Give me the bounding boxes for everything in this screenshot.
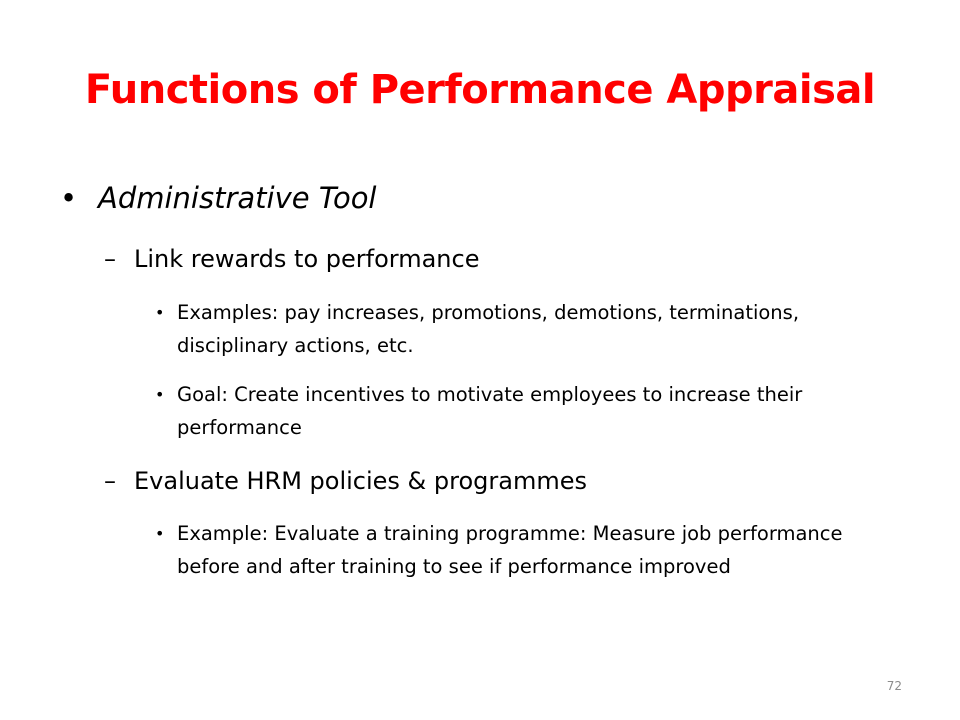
bullet-marker: • — [60, 181, 78, 215]
slide-title: Functions of Performance Appraisal — [84, 67, 876, 113]
detail-example-training — [155, 517, 895, 583]
dash-marker: – — [104, 467, 116, 495]
subbullet-text: Link rewards to performance — [134, 245, 480, 273]
detail-text: Example: Evaluate a training programme: Measure job performance before and after training to see if performance improved — [177, 522, 843, 578]
detail-text: Examples: pay increases, promotions, demotions, terminations, disciplinary actions, etc. — [177, 301, 800, 357]
detail-text: Goal: Create incentives to motivate employees to increase their performance — [177, 383, 803, 439]
detail-goal — [155, 378, 895, 444]
bullet-marker: • — [155, 303, 165, 322]
dash-marker: – — [104, 245, 116, 273]
bullet-marker: • — [155, 524, 165, 543]
detail-examples — [155, 296, 895, 362]
page-number: 72 — [886, 679, 902, 693]
bullet-text: Administrative Tool — [98, 181, 377, 215]
bullet-marker: • — [155, 385, 165, 404]
subbullet-text: Evaluate HRM policies & programmes — [134, 467, 587, 495]
